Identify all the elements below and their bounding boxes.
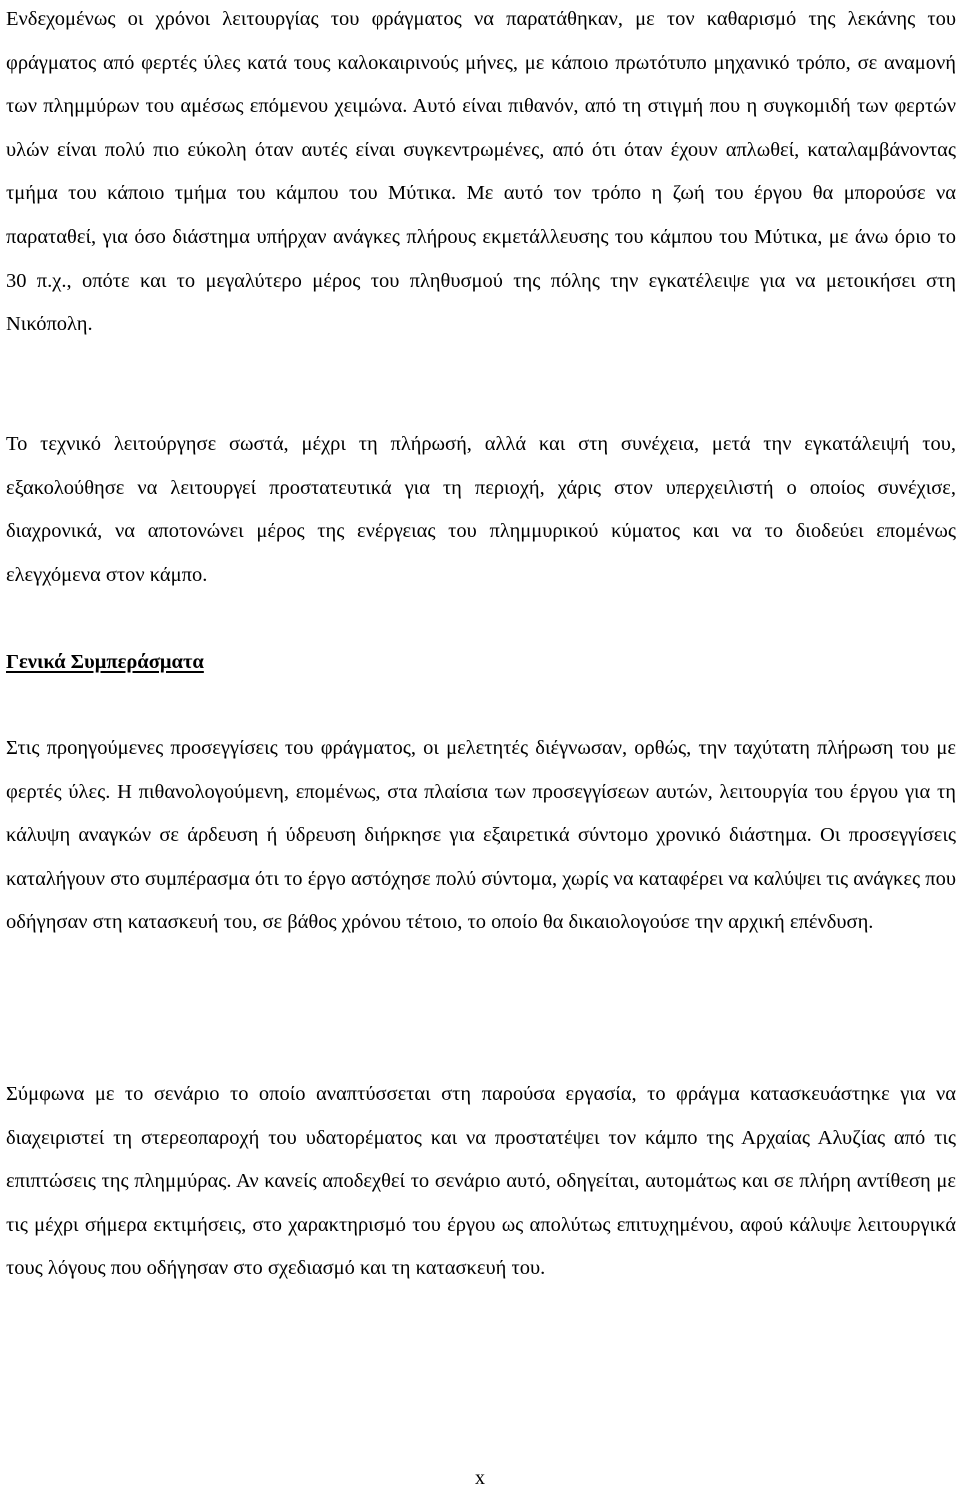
paragraph-3: Στις προηγούμενες προσεγγίσεις του φράγματος, οι μελετητές διέγνωσαν, ορθώς, την ταχύτατη πλήρωση του με φερτές ύλες. Η πιθανολογούμενη, επομένως, στα πλαίσια των προσεγγίσεων αυτών, λειτουργία του έργου για τη κάλυψη αναγκών σε άρδευση ή ύδρευση διήρκησε για εξαιρετικά σύντομο χρονικό διάστημα. Οι προσεγγίσεις καταλήγουν στο συμπέρασμα ότι το έργο αστόχησε πολύ σύντομα, χωρίς να καταφέρει να καλύψει τις ανάγκες που οδήγησαν στη κατασκευή του, σε βάθος χρόνου τέτοιο, το οποίο θα δικαιολογούσε την αρχική επένδυση. [6,737,956,934]
paragraph-1: Ενδεχομένως οι χρόνοι λειτουργίας του φράγματος να παρατάθηκαν, με τον καθαρισμό της λεκάνης του φράγματος από φερτές ύλες κατά τους καλοκαιρινούς μήνες, με κάποιο πρωτότυπο μηχανικό τρόπο, σε αναμονή των πλημμύρων του αμέσως επόμενου χειμώνα. Αυτό είναι πιθανόν, από τη στιγμή που η συγκομιδή των φερτών υλών είναι πολύ πιο εύκολη όταν αυτές είναι συγκεντρωμένες, από ότι όταν έχουν απλωθεί, καταλαμβάνοντας τμήμα του κάποιο τμήμα του κάμπου του Μύτικα. Με αυτό τον τρόπο η ζωή του έργου θα μπορούσε να παραταθεί, για όσο διάστημα υπήρχαν ανάγκες πλήρους εκμετάλλευσης του κάμπου του Μύτικα, με άνω όριο το 30 π.χ., οπότε και το μεγαλύτερο μέρος του πληθυσμού της πόλης την εγκατέλειψε για να μετοικήσει στη Νικόπολη. [6,8,956,336]
paragraph-2: Το τεχνικό λειτούργησε σωστά, μέχρι τη πλήρωσή, αλλά και στη συνέχεια, μετά την εγκατάλειψή του, εξακολούθησε να λειτουργεί προστατευτικά για τη περιοχή, χάρις στον υπερχειλιστή ο οποίος συνέχισε, διαχρονικά, να αποτονώνει μέρος της ενέργειας του πλημμυρικού κύματος και να το διοδεύει επομένως ελεγχόμενα στον κάμπο. [6,433,956,586]
section-heading: Γενικά Συμπεράσματα [6,651,204,673]
paragraph-4: Σύμφωνα με το σενάριο το οποίο αναπτύσσεται στη παρούσα εργασία, το φράγμα κατασκευάστηκε για να διαχειριστεί τη στερεοπαροχή του υδατορέματος και να προστατέψει τον κάμπο της Αρχαίας Αλυζίας από τις επιπτώσεις της πλημμύρας. Αν κανείς αποδεχθεί το σενάριο αυτό, οδηγείται, αυτομάτως και σε πλήρη αντίθεση με τις μέχρι σήμερα εκτιμήσεις, στο χαρακτηρισμό του έργου ως απολύτως επιτυχημένου, αφού κάλυψε λειτουργικά τους λόγους που οδήγησαν στο σχεδιασμό και τη κατασκευή του. [6,1083,956,1280]
page-number: x [475,1467,485,1489]
